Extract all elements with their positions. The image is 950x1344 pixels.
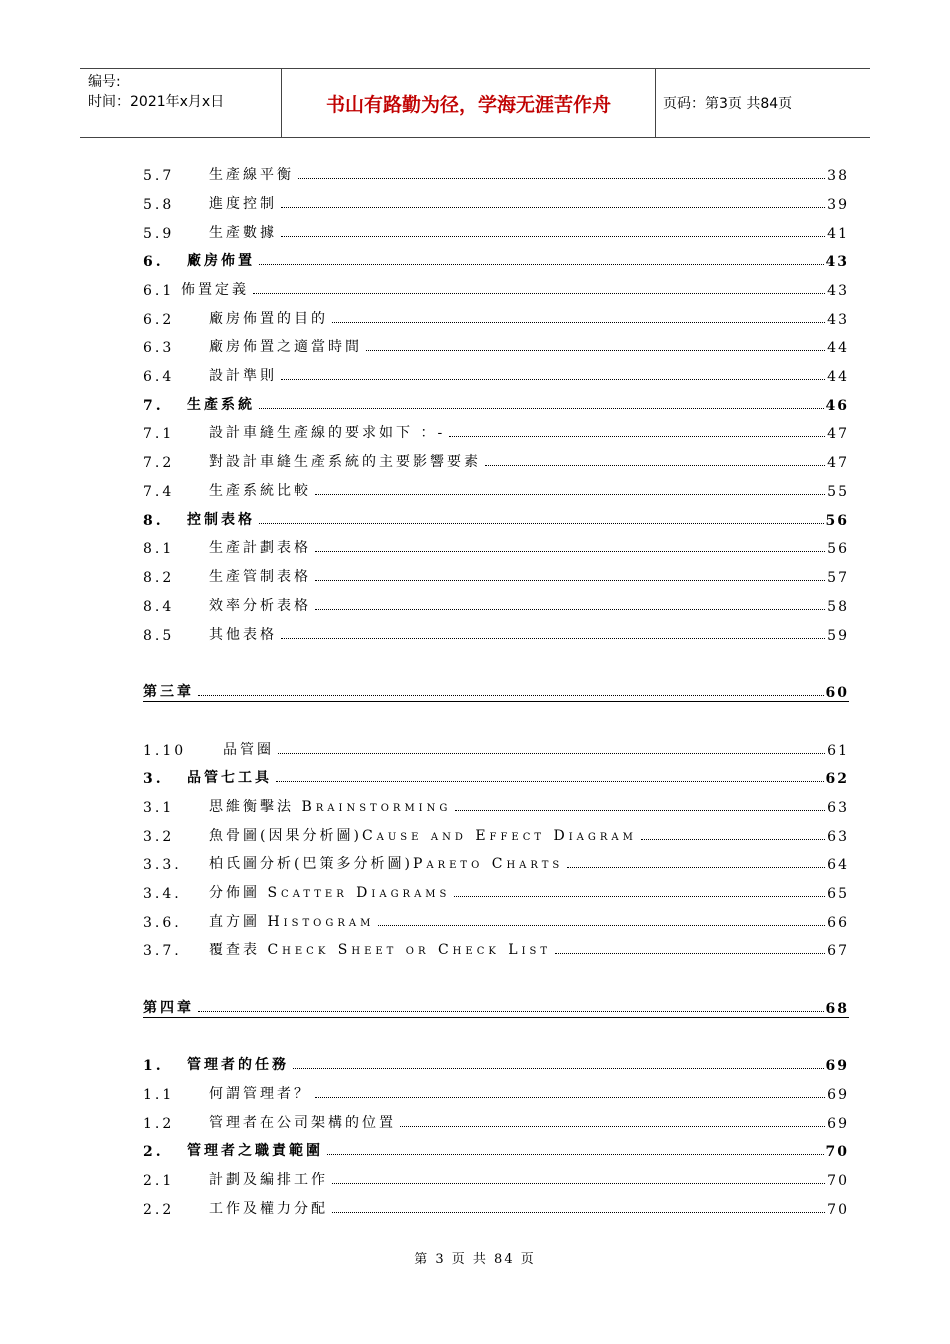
toc-entry-title: 第三章 (143, 684, 194, 700)
toc-entry-number: 6.3 (143, 340, 175, 356)
toc-dot-leader (315, 493, 825, 495)
toc-entry-page: 55 (827, 484, 849, 500)
toc-dot-leader (315, 579, 825, 581)
toc-dot-leader (259, 522, 824, 524)
toc-dot-leader (259, 407, 824, 409)
toc-entry-page: 65 (827, 886, 849, 902)
toc-entry-title: 生產系統 (187, 397, 255, 413)
toc-entry-number: 6.2 (143, 312, 175, 328)
toc-entry-title: 品管圈 (223, 742, 274, 758)
toc-entry-number: 8.5 (143, 628, 175, 644)
toc-entry-title: 直方圖 Histogram (209, 914, 375, 930)
page-header (80, 68, 870, 138)
toc-entry[interactable] (143, 909, 849, 931)
toc-entry-number: 3.3. (143, 857, 182, 873)
toc-entry-page: 67 (827, 943, 849, 959)
toc-entry-number: 2.2 (143, 1202, 175, 1218)
toc-entry[interactable] (143, 564, 849, 586)
toc-entry-number: 3. (143, 771, 164, 787)
toc-entry[interactable] (143, 1081, 849, 1103)
toc-entry[interactable] (143, 306, 849, 328)
toc-entry[interactable] (143, 420, 849, 442)
toc-entry-title: 第四章 (143, 1000, 194, 1016)
document-date: 时间：2021年x月x日 (88, 94, 225, 110)
toc-entry[interactable] (143, 851, 849, 873)
header-page-info: 页码：第3页 共84页 (663, 96, 793, 112)
toc-dot-leader (278, 752, 825, 754)
toc-dot-leader (567, 866, 825, 868)
toc-entry-title: 廠房佈置之適當時間 (209, 339, 362, 355)
toc-dot-leader (276, 780, 824, 782)
toc-entry-number: 5.7 (143, 168, 175, 184)
toc-dot-leader (641, 838, 825, 840)
toc-entry-page: 63 (827, 829, 849, 845)
toc-entry-page: 57 (827, 570, 849, 586)
toc-entry-number: 3.4. (143, 886, 182, 902)
toc-entry-title: 魚骨圖(因果分析圖)Cause and Effect Diagram (209, 828, 637, 844)
header-motto: 书山有路勤为径，学海无涯苦作舟 (281, 69, 656, 137)
toc-entry-page: 60 (825, 685, 849, 701)
toc-entry-number: 7.1 (143, 426, 175, 442)
toc-entry-page: 66 (827, 915, 849, 931)
toc-entry[interactable] (143, 478, 849, 500)
toc-entry[interactable] (143, 535, 849, 557)
toc-entry-title: 廠房佈置 (187, 253, 255, 269)
toc-dot-leader (455, 809, 825, 811)
toc-entry-page: 56 (825, 513, 849, 529)
toc-entry-title: 其他表格 (209, 627, 277, 643)
toc-entry-number: 8.1 (143, 541, 175, 557)
toc-entry[interactable] (143, 765, 849, 787)
toc-chapter-heading[interactable] (143, 679, 849, 702)
toc-entry-page: 64 (827, 857, 849, 873)
toc-entry-number: 8.4 (143, 599, 175, 615)
toc-entry-number: 3.1 (143, 800, 175, 816)
toc-entry[interactable] (143, 737, 849, 759)
toc-entry-title: 生產管制表格 (209, 569, 311, 585)
toc-entry-number: 5.9 (143, 226, 175, 242)
toc-entry-title: 進度控制 (209, 196, 277, 212)
toc-dot-leader (327, 1153, 824, 1155)
toc-entry-page: 69 (827, 1116, 849, 1132)
toc-entry-title: 計劃及編排工作 (209, 1172, 328, 1188)
toc-entry-title: 效率分析表格 (209, 598, 311, 614)
toc-entry-page: 47 (827, 426, 849, 442)
toc-entry-number: 7.2 (143, 455, 175, 471)
toc-entry-number: 6. (143, 254, 164, 270)
toc-entry[interactable] (143, 162, 849, 184)
toc-entry-page: 70 (825, 1144, 849, 1160)
toc-entry-page: 41 (827, 226, 849, 242)
toc-entry-number: 3.2 (143, 829, 175, 845)
toc-entry[interactable] (143, 191, 849, 213)
toc-entry-page: 69 (825, 1058, 849, 1074)
toc-entry-page: 39 (827, 197, 849, 213)
toc-entry-title: 生產數據 (209, 225, 277, 241)
toc-entry-title: 對設計車縫生產系統的主要影響要素 (209, 454, 481, 470)
toc-entry-title: 設計車縫生產線的要求如下 ：- (209, 425, 446, 441)
toc-entry-page: 68 (825, 1001, 849, 1017)
toc-entry-number: 7.4 (143, 484, 175, 500)
toc-entry-title: 佈置定義 (181, 282, 249, 298)
toc-entry[interactable] (143, 449, 849, 471)
toc-entry-number: 5.8 (143, 197, 175, 213)
toc-entry[interactable] (143, 1052, 849, 1074)
document-number-label: 编号: (88, 74, 121, 90)
toc-entry-page: 43 (827, 283, 849, 299)
toc-entry-title: 生產系統比較 (209, 483, 311, 499)
toc-dot-leader (259, 263, 824, 265)
toc-entry-page: 44 (827, 369, 849, 385)
toc-entry[interactable] (143, 1167, 849, 1189)
toc-entry-title: 思維衡擊法 Brainstorming (209, 799, 452, 815)
toc-entry-title: 生產計劃表格 (209, 540, 311, 556)
toc-entry[interactable] (143, 593, 849, 615)
toc-entry-page: 43 (825, 254, 849, 270)
toc-entry[interactable] (143, 937, 849, 959)
toc-entry-page: 69 (827, 1087, 849, 1103)
toc-dot-leader (281, 378, 825, 380)
toc-entry-title: 控制表格 (187, 512, 255, 528)
toc-entry-title: 柏氏圖分析(巴策多分析圖)Pareto Charts (209, 856, 564, 872)
toc-entry-page: 47 (827, 455, 849, 471)
toc-entry-number: 2.1 (143, 1173, 175, 1189)
toc-entry-page: 46 (825, 398, 849, 414)
toc-dot-leader (454, 895, 825, 897)
toc-dot-leader (198, 694, 824, 696)
toc-entry-number: 8. (143, 513, 164, 529)
toc-entry-number: 1. (143, 1058, 164, 1074)
toc-entry[interactable] (143, 363, 849, 385)
toc-entry-number: 8.2 (143, 570, 175, 586)
toc-dot-leader (315, 608, 825, 610)
toc-dot-leader (332, 321, 825, 323)
toc-entry-title: 廠房佈置的目的 (209, 311, 328, 327)
toc-dot-leader (555, 952, 825, 954)
toc-entry-page: 63 (827, 800, 849, 816)
toc-entry-page: 44 (827, 340, 849, 356)
toc-entry-title: 生產線平衡 (209, 167, 294, 183)
toc-entry-number: 1.2 (143, 1116, 175, 1132)
toc-entry[interactable] (143, 622, 849, 644)
toc-dot-leader (198, 1010, 824, 1012)
toc-entry-page: 58 (827, 599, 849, 615)
toc-entry-number: 7. (143, 398, 164, 414)
toc-entry-page: 38 (827, 168, 849, 184)
toc-entry[interactable] (143, 277, 849, 299)
toc-dot-leader (400, 1125, 825, 1127)
toc-entry-title: 管理者的任務 (187, 1057, 289, 1073)
toc-entry[interactable] (143, 334, 849, 356)
toc-entry-page: 70 (827, 1173, 849, 1189)
page-footer: 第 3 页 共 84 页 (414, 1252, 536, 1267)
toc-entry-number: 1.10 (143, 743, 187, 759)
toc-entry-title: 設計準則 (209, 368, 277, 384)
toc-dot-leader (449, 435, 825, 437)
toc-entry-page: 56 (827, 541, 849, 557)
toc-dot-leader (485, 464, 825, 466)
toc-entry-number: 2. (143, 1144, 164, 1160)
toc-entry-page: 70 (827, 1202, 849, 1218)
toc-dot-leader (281, 637, 825, 639)
toc-entry-number: 3.7. (143, 943, 182, 959)
toc-entry-title: 覆查表 Check Sheet or Check List (209, 942, 552, 958)
toc-dot-leader (281, 206, 825, 208)
toc-entry[interactable] (143, 794, 849, 816)
toc-entry-number: 6.1 (143, 283, 175, 299)
toc-entry[interactable] (143, 1138, 849, 1160)
toc-entry[interactable] (143, 507, 849, 529)
toc-entry[interactable] (143, 880, 849, 902)
toc-dot-leader (253, 292, 825, 294)
toc-dot-leader (281, 235, 825, 237)
toc-entry-page: 61 (827, 743, 849, 759)
toc-entry-page: 59 (827, 628, 849, 644)
toc-dot-leader (332, 1182, 825, 1184)
header-meta (80, 69, 280, 137)
toc-entry-title: 分佈圖 Scatter Diagrams (209, 885, 451, 901)
toc-dot-leader (293, 1067, 824, 1069)
toc-entry-title: 管理者之職責範圍 (187, 1143, 323, 1159)
toc-entry[interactable] (143, 392, 849, 414)
toc-entry-number: 1.1 (143, 1087, 175, 1103)
toc-entry[interactable] (143, 220, 849, 242)
toc-entry-title: 何謂管理者？ (209, 1086, 311, 1102)
toc-entry[interactable] (143, 1110, 849, 1132)
toc-dot-leader (298, 177, 825, 179)
toc-entry[interactable] (143, 248, 849, 270)
toc-dot-leader (332, 1211, 825, 1213)
toc-entry-page: 43 (827, 312, 849, 328)
toc-entry-number: 6.4 (143, 369, 175, 385)
toc-entry[interactable] (143, 1196, 849, 1218)
toc-dot-leader (315, 1096, 825, 1098)
toc-entry-title: 品管七工具 (187, 770, 272, 786)
toc-dot-leader (366, 349, 825, 351)
toc-entry-title: 工作及權力分配 (209, 1201, 328, 1217)
toc-dot-leader (315, 550, 825, 552)
toc-chapter-heading[interactable] (143, 995, 849, 1018)
toc-entry-title: 管理者在公司架構的位置 (209, 1115, 396, 1131)
toc-entry[interactable] (143, 823, 849, 845)
toc-entry-number: 3.6. (143, 915, 182, 931)
toc-entry-page: 62 (825, 771, 849, 787)
toc-dot-leader (378, 924, 825, 926)
